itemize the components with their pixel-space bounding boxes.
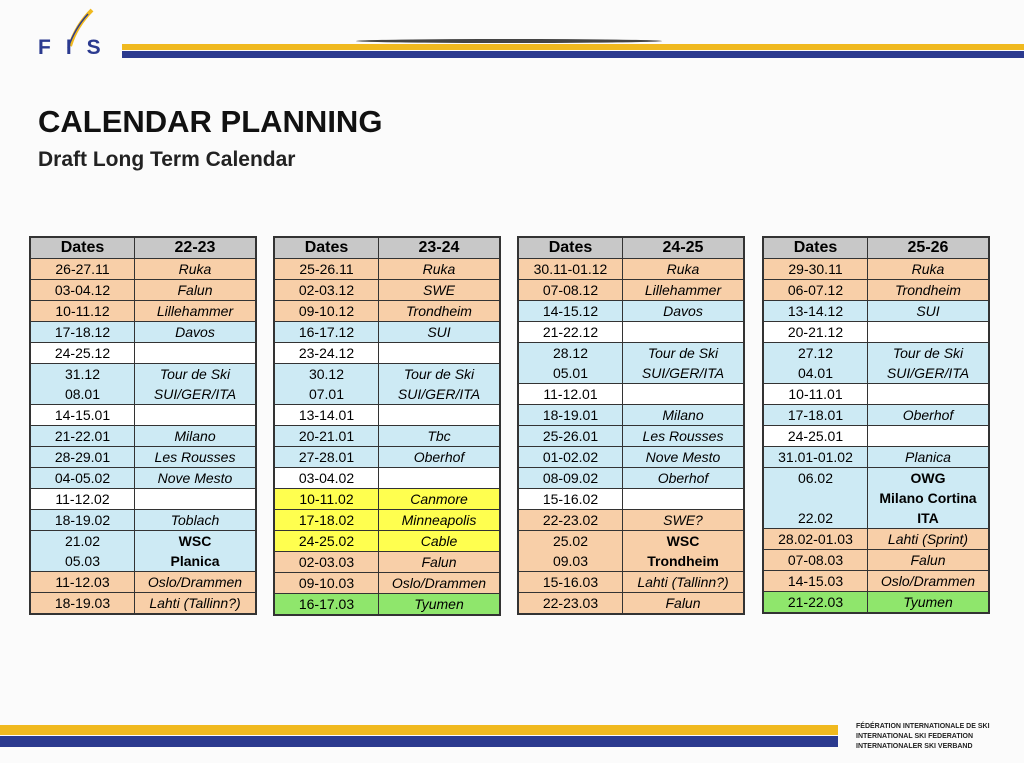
- place-cell: Tbc: [379, 426, 501, 447]
- table-row: [274, 510, 500, 531]
- date-cell: 04-05.02: [30, 468, 135, 489]
- place-cell: SUI/GER/ITA: [623, 363, 745, 384]
- table-row: [274, 594, 500, 616]
- table-row: [274, 489, 500, 510]
- date-cell: 03-04.02: [274, 468, 379, 489]
- table-row: [763, 550, 989, 571]
- table-row: [274, 405, 500, 426]
- page-subtitle: Draft Long Term Calendar: [38, 148, 296, 171]
- table-row: [518, 510, 744, 531]
- place-cell: Falun: [868, 550, 990, 571]
- date-cell: 04.01: [763, 363, 868, 384]
- table-row: [30, 551, 256, 572]
- place-cell: Trondheim: [623, 551, 745, 572]
- place-cell: [135, 343, 257, 364]
- place-cell: Tour de Ski: [868, 343, 990, 364]
- date-cell: 16-17.12: [274, 322, 379, 343]
- table-row: [30, 405, 256, 426]
- date-cell: 27.12: [763, 343, 868, 364]
- place-cell: Tour de Ski: [623, 343, 745, 364]
- table-row: [518, 572, 744, 593]
- date-cell: 21.02: [30, 531, 135, 552]
- table-row: [518, 343, 744, 364]
- season-header: 22-23: [135, 237, 257, 259]
- date-cell: 28.12: [518, 343, 623, 364]
- date-cell: 01-02.02: [518, 447, 623, 468]
- place-cell: SUI/GER/ITA: [379, 384, 501, 405]
- table-row: [763, 280, 989, 301]
- place-cell: Falun: [379, 552, 501, 573]
- place-cell: Oslo/Drammen: [135, 572, 257, 593]
- season-header: 24-25: [623, 237, 745, 259]
- date-cell: 17-18.01: [763, 405, 868, 426]
- place-cell: [135, 489, 257, 510]
- place-cell: Lahti (Tallinn?): [135, 593, 257, 615]
- place-cell: Planica: [135, 551, 257, 572]
- header-shadow-line: [356, 39, 662, 43]
- table-row: [518, 426, 744, 447]
- place-cell: Tour de Ski: [379, 364, 501, 385]
- place-cell: Planica: [868, 447, 990, 468]
- table-row: [518, 468, 744, 489]
- date-cell: 25.02: [518, 531, 623, 552]
- place-cell: SUI: [379, 322, 501, 343]
- table-row: [274, 468, 500, 489]
- date-cell: 30.12: [274, 364, 379, 385]
- fis-logo: [38, 36, 102, 60]
- table-row: [30, 343, 256, 364]
- date-cell: 07-08.12: [518, 280, 623, 301]
- place-cell: Oberhof: [868, 405, 990, 426]
- table-row: [518, 259, 744, 280]
- dates-header: Dates: [30, 237, 135, 259]
- date-cell: 07-08.03: [763, 550, 868, 571]
- place-cell: Lahti (Sprint): [868, 529, 990, 550]
- date-cell: 09-10.12: [274, 301, 379, 322]
- date-cell: 28-29.01: [30, 447, 135, 468]
- place-cell: Les Rousses: [135, 447, 257, 468]
- table-row: [274, 384, 500, 405]
- logo-letter-i: I: [65, 36, 73, 59]
- date-cell: 08-09.02: [518, 468, 623, 489]
- place-cell: Oslo/Drammen: [379, 573, 501, 594]
- place-cell: Cable: [379, 531, 501, 552]
- dates-header: Dates: [763, 237, 868, 259]
- place-cell: Milano: [135, 426, 257, 447]
- date-cell: 27-28.01: [274, 447, 379, 468]
- table-row: [763, 343, 989, 364]
- table-row: [763, 322, 989, 343]
- table-row: [518, 322, 744, 343]
- place-cell: [623, 322, 745, 343]
- table-row: [763, 259, 989, 280]
- table-row: [30, 280, 256, 301]
- date-cell: 02-03.03: [274, 552, 379, 573]
- place-cell: [623, 384, 745, 405]
- federation-name-de: INTERNATIONALER SKI VERBAND: [856, 743, 973, 750]
- date-cell: 16-17.03: [274, 594, 379, 616]
- footer-blue-stripe: [0, 736, 838, 747]
- place-cell: Canmore: [379, 489, 501, 510]
- place-cell: [379, 468, 501, 489]
- table-row: [518, 447, 744, 468]
- table-row: [763, 468, 989, 489]
- table-row: [274, 552, 500, 573]
- table-row: [30, 489, 256, 510]
- season-header: 25-26: [868, 237, 990, 259]
- place-cell: WSC: [135, 531, 257, 552]
- date-cell: 29-30.11: [763, 259, 868, 280]
- place-cell: Toblach: [135, 510, 257, 531]
- place-cell: Falun: [623, 593, 745, 615]
- table-row: [30, 384, 256, 405]
- header-blue-stripe: [122, 51, 1024, 58]
- place-cell: Ruka: [868, 259, 990, 280]
- table-row: [518, 593, 744, 615]
- date-cell: 17-18.12: [30, 322, 135, 343]
- table-row: [518, 363, 744, 384]
- table-row: [763, 488, 989, 508]
- date-cell: 09-10.03: [274, 573, 379, 594]
- place-cell: SUI/GER/ITA: [868, 363, 990, 384]
- table-row: [30, 301, 256, 322]
- date-cell: 23-24.12: [274, 343, 379, 364]
- date-cell: 06.02: [763, 468, 868, 489]
- date-cell: 06-07.12: [763, 280, 868, 301]
- place-cell: OWG: [868, 468, 990, 489]
- table-row: [763, 363, 989, 384]
- date-cell: 08.01: [30, 384, 135, 405]
- date-cell: 11-12.02: [30, 489, 135, 510]
- table-row: [763, 447, 989, 468]
- table-row: [518, 280, 744, 301]
- table-row: [763, 405, 989, 426]
- date-cell: 22-23.03: [518, 593, 623, 615]
- table-row: [30, 572, 256, 593]
- table-row: [763, 384, 989, 405]
- date-cell: 31.01-01.02: [763, 447, 868, 468]
- table-row: [30, 259, 256, 280]
- table-header-row: [30, 237, 256, 259]
- table-row: [30, 447, 256, 468]
- calendar-table-24-25: [517, 236, 745, 615]
- table-row: [274, 301, 500, 322]
- place-cell: [868, 322, 990, 343]
- season-header: 23-24: [379, 237, 501, 259]
- table-row: [30, 364, 256, 385]
- table-row: [274, 322, 500, 343]
- table-row: [274, 364, 500, 385]
- place-cell: Les Rousses: [623, 426, 745, 447]
- table-row: [518, 489, 744, 510]
- place-cell: [868, 426, 990, 447]
- date-cell: 15-16.03: [518, 572, 623, 593]
- table-row: [30, 593, 256, 615]
- date-cell: 09.03: [518, 551, 623, 572]
- place-cell: Tyumen: [868, 592, 990, 614]
- logo-letter-f: F: [38, 36, 52, 59]
- page-title: CALENDAR PLANNING: [38, 104, 383, 139]
- table-row: [30, 531, 256, 552]
- date-cell: 15-16.02: [518, 489, 623, 510]
- table-row: [30, 468, 256, 489]
- date-cell: [763, 488, 868, 508]
- date-cell: 22.02: [763, 508, 868, 529]
- place-cell: Nove Mesto: [135, 468, 257, 489]
- place-cell: Oberhof: [623, 468, 745, 489]
- place-cell: Davos: [623, 301, 745, 322]
- table-row: [763, 571, 989, 592]
- federation-name-en: INTERNATIONAL SKI FEDERATION: [856, 733, 974, 740]
- place-cell: SWE: [379, 280, 501, 301]
- date-cell: 22-23.02: [518, 510, 623, 531]
- place-cell: Tyumen: [379, 594, 501, 616]
- date-cell: 20-21.12: [763, 322, 868, 343]
- date-cell: 21-22.12: [518, 322, 623, 343]
- table-row: [274, 259, 500, 280]
- date-cell: 11-12.01: [518, 384, 623, 405]
- footer-gold-stripe: [0, 725, 838, 735]
- place-cell: Oslo/Drammen: [868, 571, 990, 592]
- table-row: [518, 301, 744, 322]
- date-cell: 10-11.12: [30, 301, 135, 322]
- place-cell: SWE?: [623, 510, 745, 531]
- table-row: [518, 531, 744, 552]
- date-cell: 03-04.12: [30, 280, 135, 301]
- date-cell: 21-22.01: [30, 426, 135, 447]
- place-cell: SUI/GER/ITA: [135, 384, 257, 405]
- date-cell: 18-19.01: [518, 405, 623, 426]
- table-row: [274, 426, 500, 447]
- date-cell: 14-15.01: [30, 405, 135, 426]
- place-cell: Lillehammer: [135, 301, 257, 322]
- place-cell: Ruka: [135, 259, 257, 280]
- date-cell: 10-11.02: [274, 489, 379, 510]
- place-cell: [868, 384, 990, 405]
- table-row: [274, 447, 500, 468]
- place-cell: Nove Mesto: [623, 447, 745, 468]
- date-cell: 14-15.12: [518, 301, 623, 322]
- place-cell: [379, 343, 501, 364]
- place-cell: SUI: [868, 301, 990, 322]
- table-row: [763, 592, 989, 614]
- date-cell: 30.11-01.12: [518, 259, 623, 280]
- header-gold-stripe: [122, 44, 1024, 50]
- table-row: [763, 301, 989, 322]
- table-row: [518, 405, 744, 426]
- table-header-row: [274, 237, 500, 259]
- place-cell: Milano: [623, 405, 745, 426]
- table-row: [763, 426, 989, 447]
- table-row: [518, 551, 744, 572]
- date-cell: 18-19.02: [30, 510, 135, 531]
- place-cell: Falun: [135, 280, 257, 301]
- calendar-table-22-23: [29, 236, 257, 615]
- date-cell: 13-14.12: [763, 301, 868, 322]
- table-row: [30, 322, 256, 343]
- date-cell: 11-12.03: [30, 572, 135, 593]
- date-cell: 20-21.01: [274, 426, 379, 447]
- table-row: [274, 573, 500, 594]
- date-cell: 28.02-01.03: [763, 529, 868, 550]
- place-cell: Ruka: [623, 259, 745, 280]
- date-cell: 24-25.02: [274, 531, 379, 552]
- date-cell: 25-26.11: [274, 259, 379, 280]
- date-cell: 25-26.01: [518, 426, 623, 447]
- table-header-row: [518, 237, 744, 259]
- date-cell: 24-25.01: [763, 426, 868, 447]
- federation-names: [856, 722, 990, 752]
- place-cell: Minneapolis: [379, 510, 501, 531]
- table-row: [274, 280, 500, 301]
- table-row: [274, 531, 500, 552]
- federation-name-fr: FÉDÉRATION INTERNATIONALE DE SKI: [856, 723, 990, 730]
- place-cell: [135, 405, 257, 426]
- date-cell: 13-14.01: [274, 405, 379, 426]
- date-cell: 26-27.11: [30, 259, 135, 280]
- place-cell: Lahti (Tallinn?): [623, 572, 745, 593]
- table-row: [274, 343, 500, 364]
- table-header-row: [763, 237, 989, 259]
- place-cell: Lillehammer: [623, 280, 745, 301]
- table-row: [30, 510, 256, 531]
- dates-header: Dates: [518, 237, 623, 259]
- place-cell: Trondheim: [379, 301, 501, 322]
- date-cell: 02-03.12: [274, 280, 379, 301]
- calendar-table-23-24: [273, 236, 501, 616]
- date-cell: 14-15.03: [763, 571, 868, 592]
- place-cell: Milano Cortina: [868, 488, 990, 508]
- place-cell: Oberhof: [379, 447, 501, 468]
- calendar-table-25-26: [762, 236, 990, 614]
- date-cell: 31.12: [30, 364, 135, 385]
- date-cell: 24-25.12: [30, 343, 135, 364]
- place-cell: Tour de Ski: [135, 364, 257, 385]
- date-cell: 21-22.03: [763, 592, 868, 614]
- date-cell: 17-18.02: [274, 510, 379, 531]
- table-row: [30, 426, 256, 447]
- place-cell: ITA: [868, 508, 990, 529]
- date-cell: 10-11.01: [763, 384, 868, 405]
- table-row: [518, 384, 744, 405]
- place-cell: Ruka: [379, 259, 501, 280]
- date-cell: 07.01: [274, 384, 379, 405]
- table-row: [763, 508, 989, 529]
- place-cell: [379, 405, 501, 426]
- table-row: [763, 529, 989, 550]
- dates-header: Dates: [274, 237, 379, 259]
- date-cell: 18-19.03: [30, 593, 135, 615]
- date-cell: 05.03: [30, 551, 135, 572]
- place-cell: [623, 489, 745, 510]
- place-cell: WSC: [623, 531, 745, 552]
- date-cell: 05.01: [518, 363, 623, 384]
- logo-letter-s: S: [86, 36, 102, 59]
- place-cell: Trondheim: [868, 280, 990, 301]
- place-cell: Davos: [135, 322, 257, 343]
